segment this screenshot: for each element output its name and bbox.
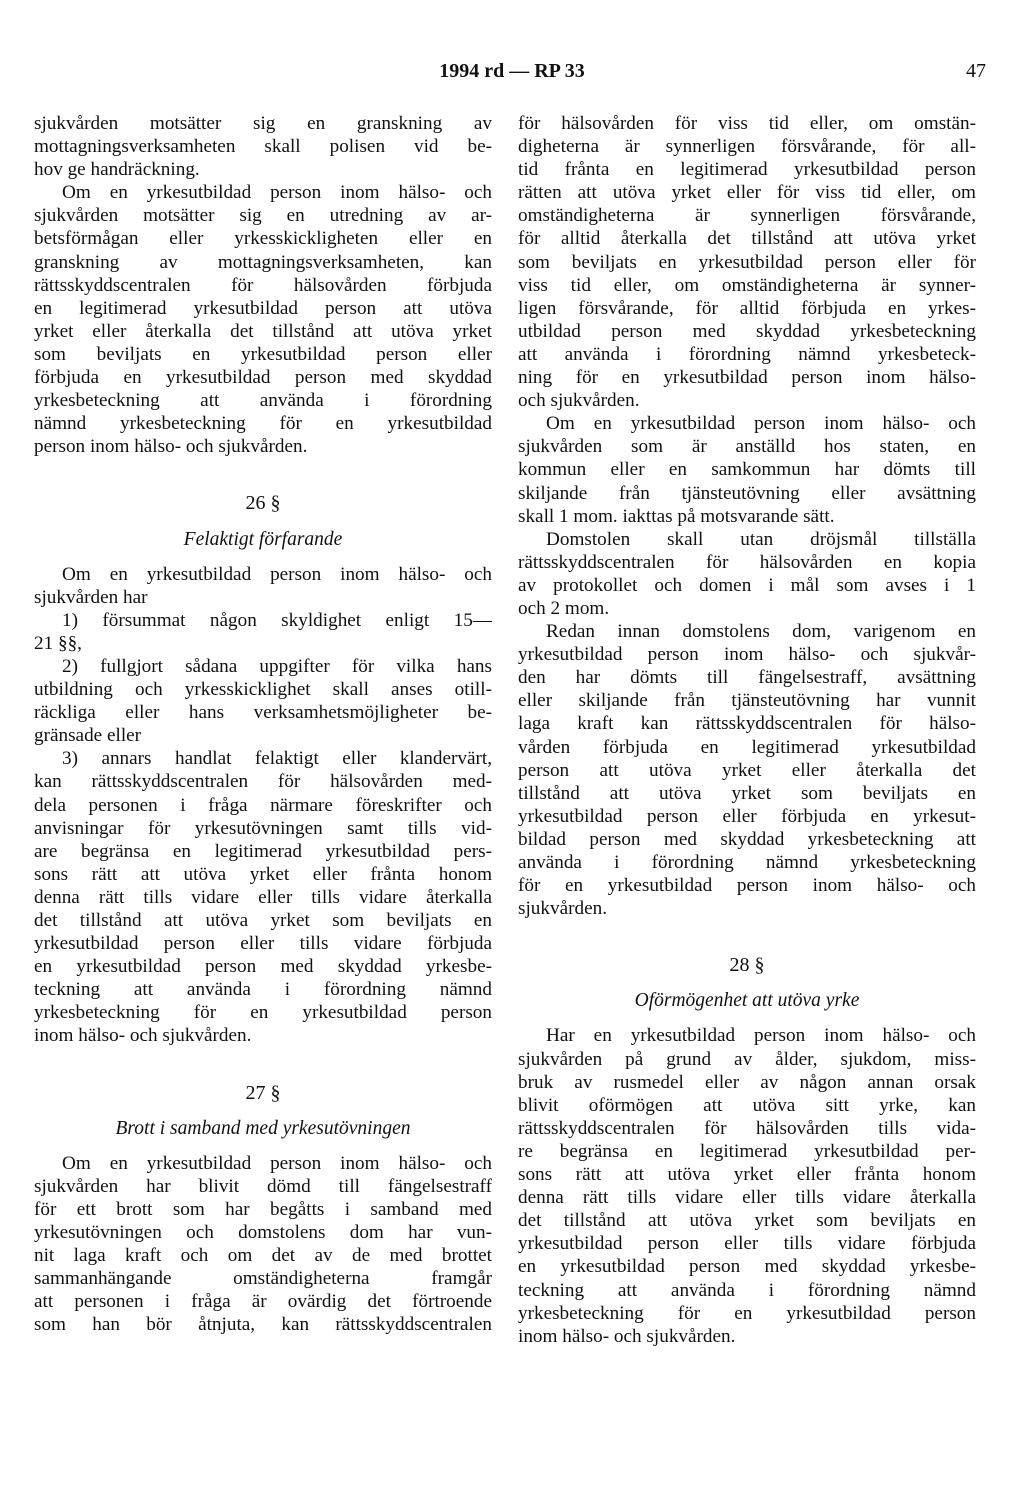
page-header bbox=[0, 60, 1024, 90]
text-line: att använda i förordning nämnd yrkesbeteck- bbox=[518, 343, 976, 365]
text-line: person att utöva yrket eller återkalla det bbox=[518, 759, 976, 781]
text-line: en yrkesutbildad person med skyddad yrkesbe- bbox=[518, 1256, 976, 1278]
text-line: digheterna är synnerligen försvårande, för all- bbox=[518, 136, 976, 158]
text-line: tid frånta en legitimerad yrkesutbildad person bbox=[518, 159, 976, 181]
text-line: bildad person med skyddad yrkesbeteckning att bbox=[518, 828, 976, 850]
text-line: sons rätt att utöva yrket eller frånta honom bbox=[34, 863, 492, 885]
text-line: 21 §§, bbox=[34, 632, 82, 654]
text-line: sons rätt att utöva yrket eller frånta honom bbox=[518, 1164, 976, 1186]
text-line: att personen i fråga är ovärdig det förtroende bbox=[34, 1291, 492, 1313]
text-line: en yrkesutbildad person med skyddad yrkesbe- bbox=[34, 956, 492, 978]
text-line: för alltid återkalla det tillstånd att utöva yrket bbox=[518, 228, 976, 250]
text-line: Om en yrkesutbildad person inom hälso- och bbox=[62, 182, 492, 204]
text-line: som han bör åtnjuta, kan rättsskyddscentralen bbox=[34, 1314, 492, 1336]
text-line: 3) annars handlat felaktigt eller klandervärt, bbox=[62, 748, 492, 770]
text-line: re begränsa en legitimerad yrkesutbildad per- bbox=[518, 1140, 976, 1162]
text-line: yrkesutbildad person eller förbjuda en yrkesut- bbox=[518, 805, 976, 827]
text-line: för hälsovården för viss tid eller, om omstän- bbox=[518, 113, 976, 134]
text-line: skall 1 mom. iakttas på motsvarande sätt. bbox=[518, 505, 835, 527]
paragraph bbox=[34, 181, 492, 458]
text-line: anvisningar för yrkesutövningen samt tills vid- bbox=[34, 817, 492, 839]
text-line: are begränsa en legitimerad yrkesutbildad pers- bbox=[34, 840, 492, 862]
text-line: som beviljats en yrkesutbildad person eller bbox=[34, 343, 492, 365]
text-line: yrkesbeteckning för en yrkesutbildad person bbox=[34, 1002, 492, 1024]
text-line: sammanhängande omständigheterna framgår bbox=[34, 1268, 492, 1290]
text-line: av protokollet och domen i mål som avses i 1 bbox=[518, 574, 976, 596]
text-line: kommun eller en samkommun har dömts till bbox=[518, 459, 976, 481]
text-line: och 2 mom. bbox=[518, 597, 610, 619]
text-line: inom hälso- och sjukvården. bbox=[518, 1325, 736, 1347]
text-line: sjukvården har bbox=[34, 586, 148, 608]
text-line: yrkesutövningen och domstolens dom har vun- bbox=[34, 1222, 492, 1244]
text-line: yrket eller återkalla det tillstånd att utöva yrket bbox=[34, 320, 492, 342]
text-line: ning för en yrkesutbildad person inom hälso- bbox=[518, 367, 976, 389]
text-line: den har dömts till fängelsestraff, avsättning bbox=[518, 667, 976, 689]
text-line: nämnd yrkesbeteckning för en yrkesutbildad bbox=[34, 413, 492, 435]
text-line: ligen försvårande, för alltid förbjuda en yrkes- bbox=[518, 297, 976, 319]
text-line: sjukvården. bbox=[518, 898, 607, 920]
list-item bbox=[34, 747, 492, 1047]
text-line: Om en yrkesutbildad person inom hälso- och bbox=[62, 563, 492, 585]
text-line: mottagningsverksamheten skall polisen vid be- bbox=[34, 136, 492, 158]
text-line: Har en yrkesutbildad person inom hälso- och bbox=[546, 1025, 976, 1047]
list-item bbox=[34, 655, 492, 747]
text-line: gränsade eller bbox=[34, 725, 142, 747]
text-line: granskning av mottagningsverksamheten, kan bbox=[34, 251, 492, 273]
text-line: Domstolen skall utan dröjsmål tillställa bbox=[546, 528, 976, 550]
text-line: det tillstånd att utöva yrket som beviljats en bbox=[34, 910, 492, 931]
text-line: yrkesutbildad person eller tills vidare förbjuda bbox=[34, 933, 492, 955]
text-line: rätten att utöva yrket eller för viss tid eller, om bbox=[518, 182, 976, 204]
text-line: 2) fullgjort sådana uppgifter för vilka hans bbox=[62, 655, 492, 677]
text-line: för en yrkesutbildad person inom hälso- och bbox=[518, 875, 976, 897]
text-line: sjukvården på grund av ålder, sjukdom, miss- bbox=[518, 1048, 976, 1070]
left-column bbox=[34, 112, 492, 1337]
section-number: 27 § bbox=[245, 1081, 281, 1104]
text-line: räckliga eller hans verksamhetsmöjligheter be- bbox=[34, 702, 492, 724]
text-line: förbjuda en yrkesutbildad person med skyddad bbox=[34, 367, 492, 389]
paragraph bbox=[34, 112, 492, 181]
text-line: det tillstånd att utöva yrket som beviljats en bbox=[518, 1210, 976, 1232]
text-line: teckning att använda i förordning nämnd bbox=[34, 979, 492, 1001]
text-line: Om en yrkesutbildad person inom hälso- och bbox=[62, 1152, 492, 1174]
text-line: sjukvården som är anställd hos staten, en bbox=[518, 436, 976, 458]
text-line: yrkesutbildad person inom hälso- och sjukvår- bbox=[518, 644, 976, 666]
text-line: vården förbjuda en legitimerad yrkesutbildad bbox=[518, 736, 976, 758]
text-line: sjukvården motsätter sig en utredning av ar- bbox=[34, 205, 492, 227]
text-line: denna rätt tills vidare eller tills vidare återkalla bbox=[518, 1187, 976, 1209]
paragraph bbox=[34, 563, 492, 609]
section-title: Brott i samband med yrkesutövningen bbox=[115, 1117, 411, 1139]
text-line: för ett brott som har begåtts i samband med bbox=[34, 1198, 492, 1220]
section-number: 28 § bbox=[729, 954, 765, 977]
text-line: sjukvården motsätter sig en granskning av bbox=[34, 113, 492, 134]
text-line: omständigheterna är synnerligen försvårande, bbox=[518, 205, 976, 227]
text-line: skiljande från tjänsteutövning eller avsättning bbox=[518, 482, 976, 504]
paragraph bbox=[518, 620, 976, 920]
text-line: eller skiljande från tjänsteutövning har vunnit bbox=[518, 690, 976, 712]
text-line: person inom hälso- och sjukvården. bbox=[34, 436, 308, 458]
text-line: inom hälso- och sjukvården. bbox=[34, 1025, 252, 1047]
text-line: bruk av rusmedel eller av någon annan orsak bbox=[518, 1071, 976, 1093]
paragraph bbox=[34, 1152, 492, 1337]
text-line: Redan innan domstolens dom, varigenom en bbox=[546, 621, 976, 643]
paragraph bbox=[518, 1024, 976, 1347]
text-line: 1) försummat någon skyldighet enligt 15— bbox=[62, 609, 492, 631]
section-title: Oförmögenhet att utöva yrke bbox=[634, 990, 860, 1012]
text-line: dela personen i fråga närmare föreskrifter och bbox=[34, 794, 492, 816]
text-line: rättsskyddscentralen för hälsovården en kopia bbox=[518, 551, 976, 573]
text-line: Om en yrkesutbildad person inom hälso- och bbox=[546, 413, 976, 435]
section-title: Felaktigt förfarande bbox=[183, 528, 343, 550]
text-line: använda i förordning nämnd yrkesbeteckning bbox=[518, 852, 976, 873]
text-line: denna rätt tills vidare eller tills vidare återkalla bbox=[34, 886, 492, 908]
text-line: utbildad person med skyddad yrkesbeteckning bbox=[518, 320, 976, 342]
text-line: nit laga kraft och om det av de med brottet bbox=[34, 1245, 492, 1267]
text-line: en legitimerad yrkesutbildad person att utöva bbox=[34, 297, 492, 319]
list-item bbox=[34, 609, 492, 655]
paragraph bbox=[518, 528, 976, 620]
text-line: viss tid eller, om omständigheterna är synner- bbox=[518, 274, 976, 296]
page-number: 47 bbox=[966, 60, 986, 82]
text-line: betsförmågan eller yrkesskickligheten eller en bbox=[34, 228, 492, 250]
text-line: utbildning och yrkesskicklighet skall anses otill- bbox=[34, 679, 492, 701]
right-column bbox=[518, 112, 976, 1348]
text-line: hov ge handräckning. bbox=[34, 159, 200, 181]
section-number: 26 § bbox=[245, 492, 281, 515]
text-line: rättsskyddscentralen för hälsovården tills vida- bbox=[518, 1117, 976, 1139]
text-line: kan rättsskyddscentralen för hälsovården med- bbox=[34, 771, 492, 793]
text-line: yrkesutbildad person eller tills vidare förbjuda bbox=[518, 1233, 976, 1255]
text-line: blivit oförmögen att utöva sitt yrke, kan bbox=[518, 1094, 976, 1116]
text-line: teckning att använda i förordning nämnd bbox=[518, 1279, 976, 1301]
paragraph bbox=[518, 412, 976, 527]
paragraph bbox=[518, 112, 976, 412]
running-title: 1994 rd — RP 33 bbox=[439, 60, 585, 82]
text-line: yrkesbeteckning för en yrkesutbildad person bbox=[518, 1302, 976, 1324]
text-line: som beviljats en yrkesutbildad person eller för bbox=[518, 251, 976, 273]
text-line: sjukvården har blivit dömd till fängelsestraff bbox=[34, 1175, 492, 1197]
text-line: yrkesbeteckning att använda i förordning bbox=[34, 390, 492, 412]
text-line: rättsskyddscentralen för hälsovården förbjuda bbox=[34, 274, 492, 296]
text-line: och sjukvården. bbox=[518, 390, 640, 412]
text-line: tillstånd att utöva yrket som beviljats en bbox=[518, 782, 976, 804]
text-line: laga kraft kan rättsskyddscentralen för hälso- bbox=[518, 713, 976, 735]
